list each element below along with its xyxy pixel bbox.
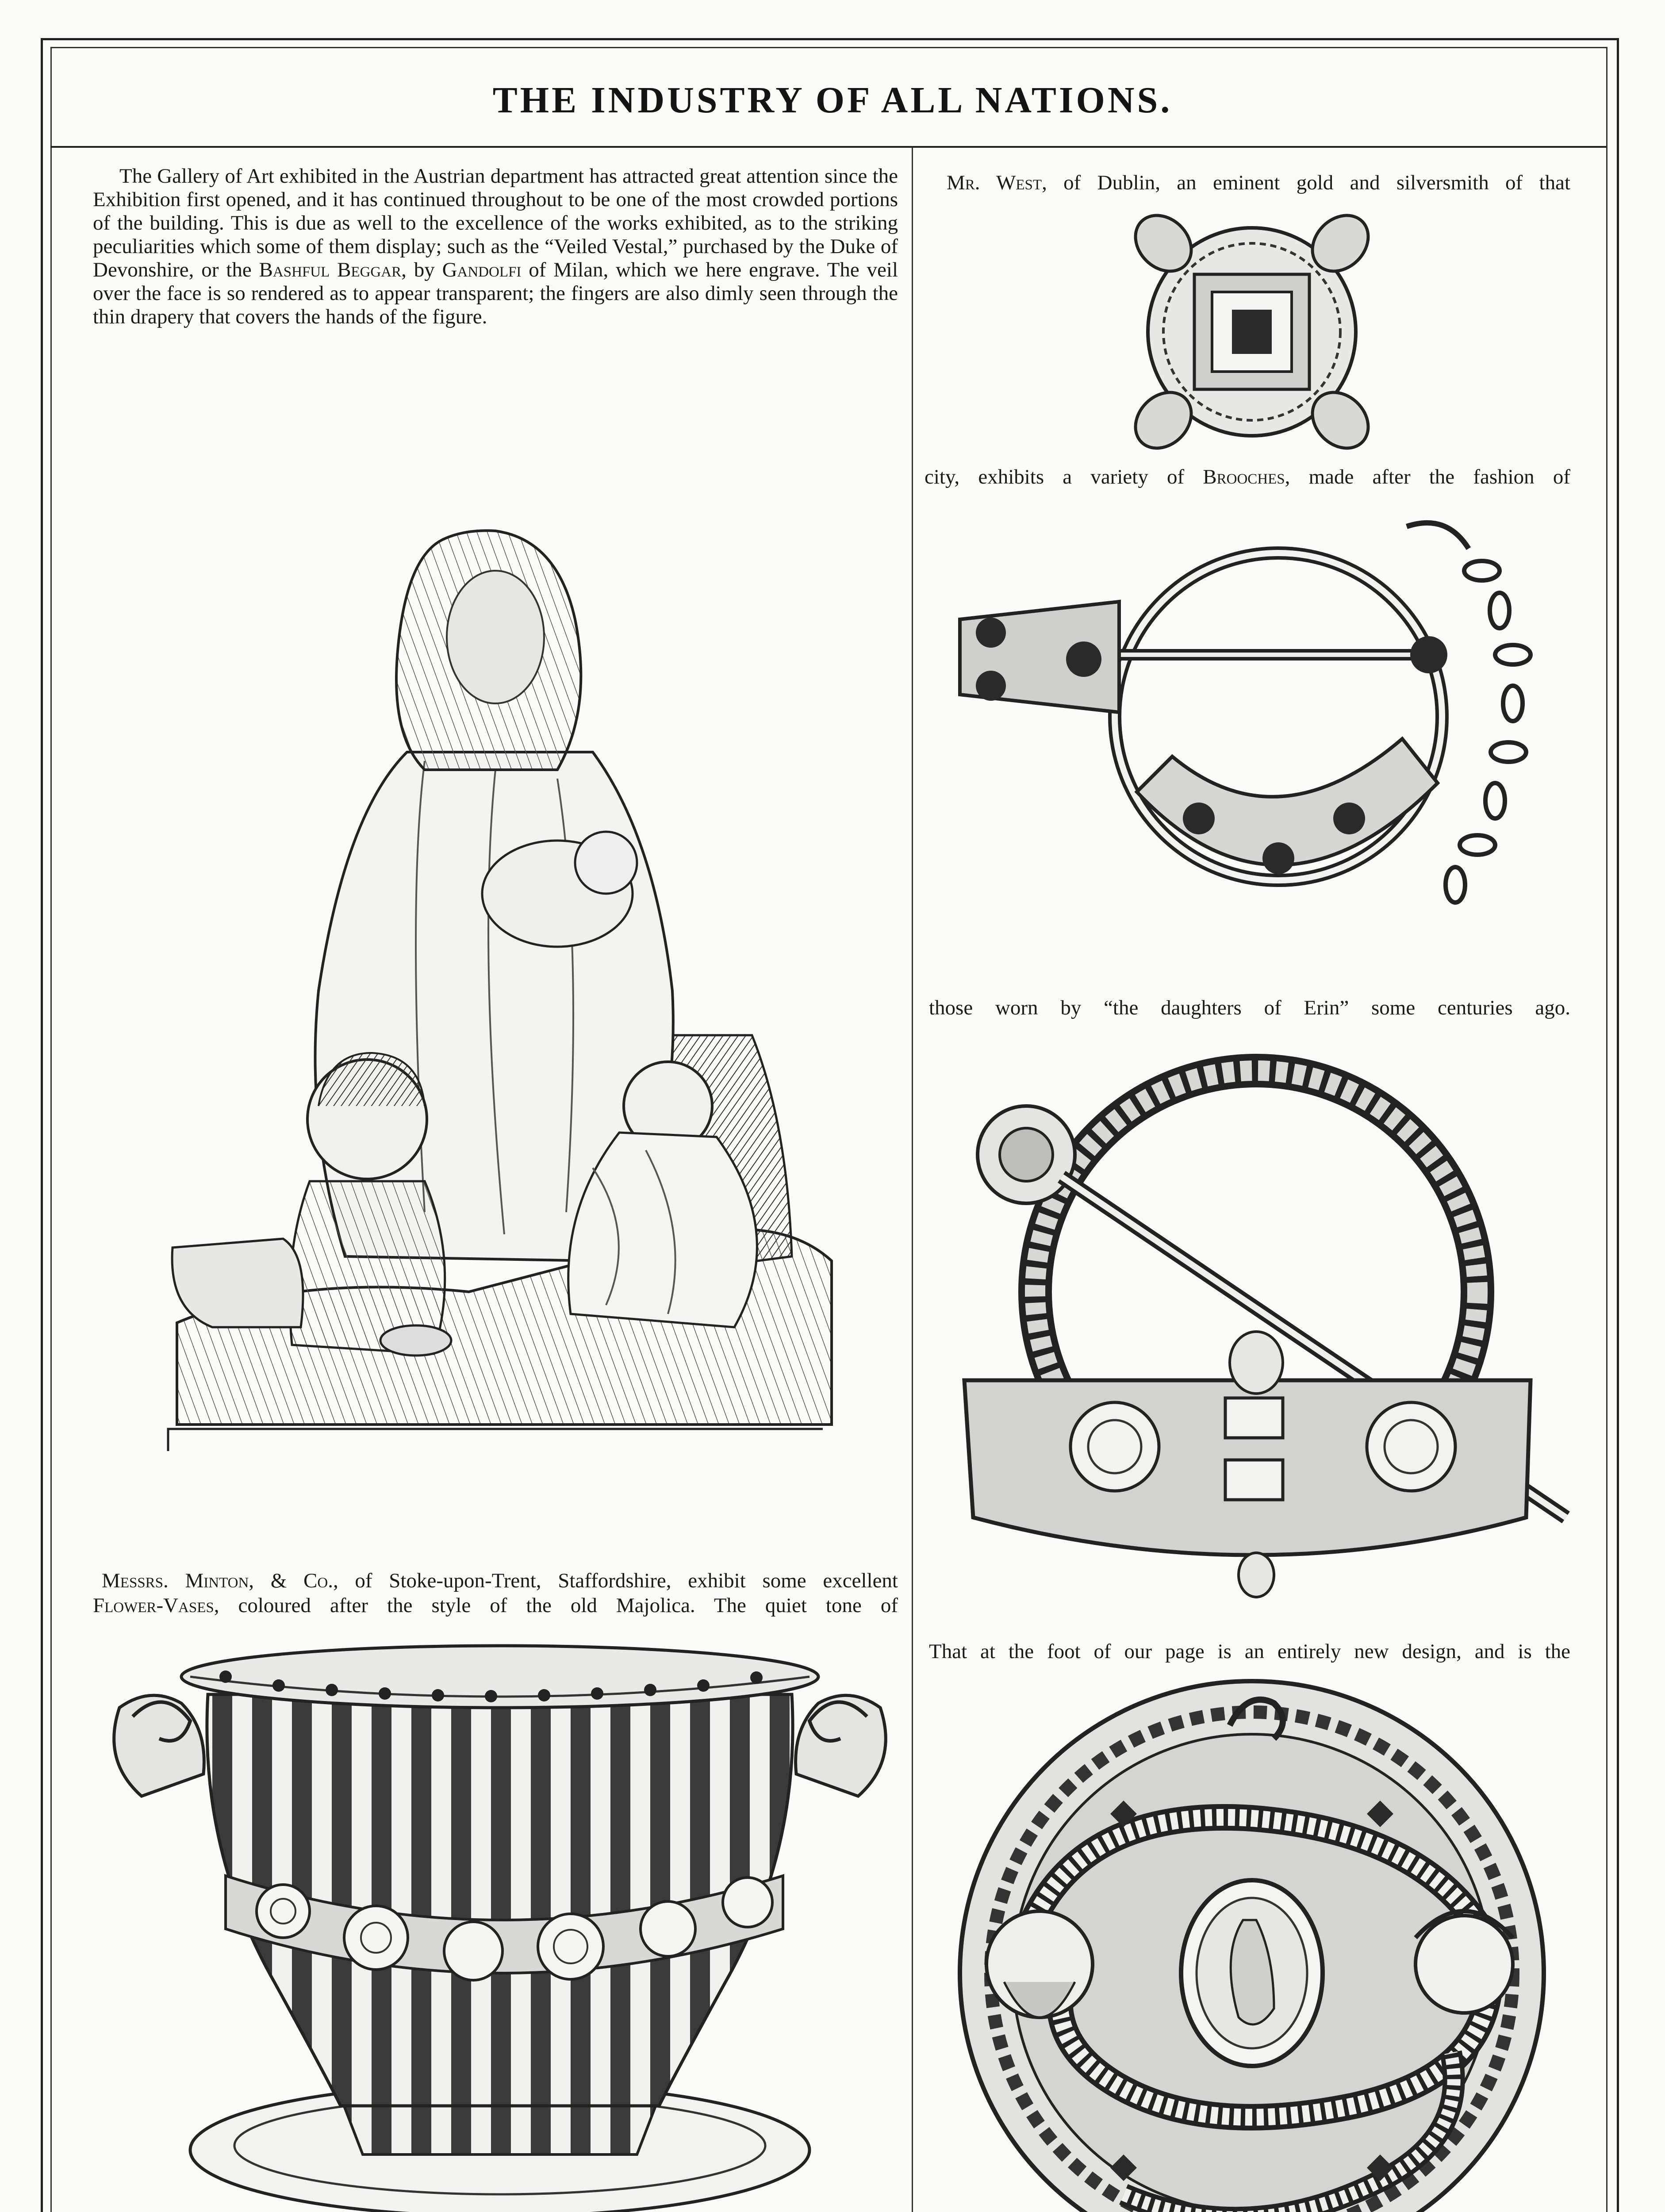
brooches-line-end: , made after the fashion of [1285,465,1570,488]
majolica-vase-engraving [93,1628,898,2212]
bashful-beggar-engraving [159,372,840,1540]
erin-line [929,995,1570,1020]
tara-brooch-engraving [955,1035,1584,1628]
square-brooch-engraving [1128,201,1376,462]
intro-text: The Gallery of Art exhibited in the Austrian department has attracted great attention since the Exhibition first opened, and it has continued throughout to be one of the most crowded portions of the building. This is due as well to the excellence of the works exhibited, as to the striking peculiarities which some of them display; such as the “Veiled Vestal,” purchased by the Duke of Devonshire, or the [93,165,898,281]
west-intro-line [947,170,1570,195]
foot-of-page-line [929,1639,1570,1664]
masthead-rule [50,146,1606,148]
erin-text: those worn by “the daughters of Erin” some centuries ago. [929,996,1570,1019]
sculptor-name: Gandolfi [442,258,522,281]
minton-line-1 [102,1568,898,1593]
square-brooch-drawing [1128,201,1376,462]
gallery-of-art-paragraph [93,165,898,329]
minton-line-2-text: , coloured after the style of the old Majolica. The quiet tone of [214,1594,898,1617]
foot-of-page-text: That at the foot of our page is an entirely new design, and is the [929,1640,1570,1663]
minton-firm-name: Messrs. Minton, & Co. [102,1569,333,1592]
brooches-line [925,465,1570,489]
minton-line-2 [93,1593,898,1618]
penannular-brooch-engraving [951,509,1553,978]
flower-vases-term: Flower-Vases [93,1594,214,1617]
penannular-brooch-drawing [951,509,1553,978]
statue-drawing [159,372,840,1540]
statue-title: Bashful Beggar [259,258,402,281]
west-intro-text: , of Dublin, an eminent gold and silversmith of that [1042,171,1570,194]
serpent-brooch-drawing [938,1672,1566,2212]
column-divider [912,148,913,2212]
running-title: THE INDUSTRY OF ALL NATIONS. [492,80,1173,121]
by-word: , by [401,258,442,281]
brooches-line-start: city, exhibits a variety of [925,465,1203,488]
mr-west-name: Mr. West [947,171,1042,194]
brooches-term: Brooches [1203,465,1285,488]
intro-text-end: of Milan, which we here engrave. The veil over the face is so rendered as to appear transparent; the fingers are also dimly seen through the thin drapery that covers the hands of the figure. [93,258,898,328]
minton-line-1-text: , of Stoke-upon-Trent, Staffordshire, exhibit some excellent [333,1569,898,1592]
serpent-brooch-engraving [938,1672,1566,2212]
tara-brooch-drawing [955,1035,1584,1628]
vase-drawing [93,1628,898,2212]
